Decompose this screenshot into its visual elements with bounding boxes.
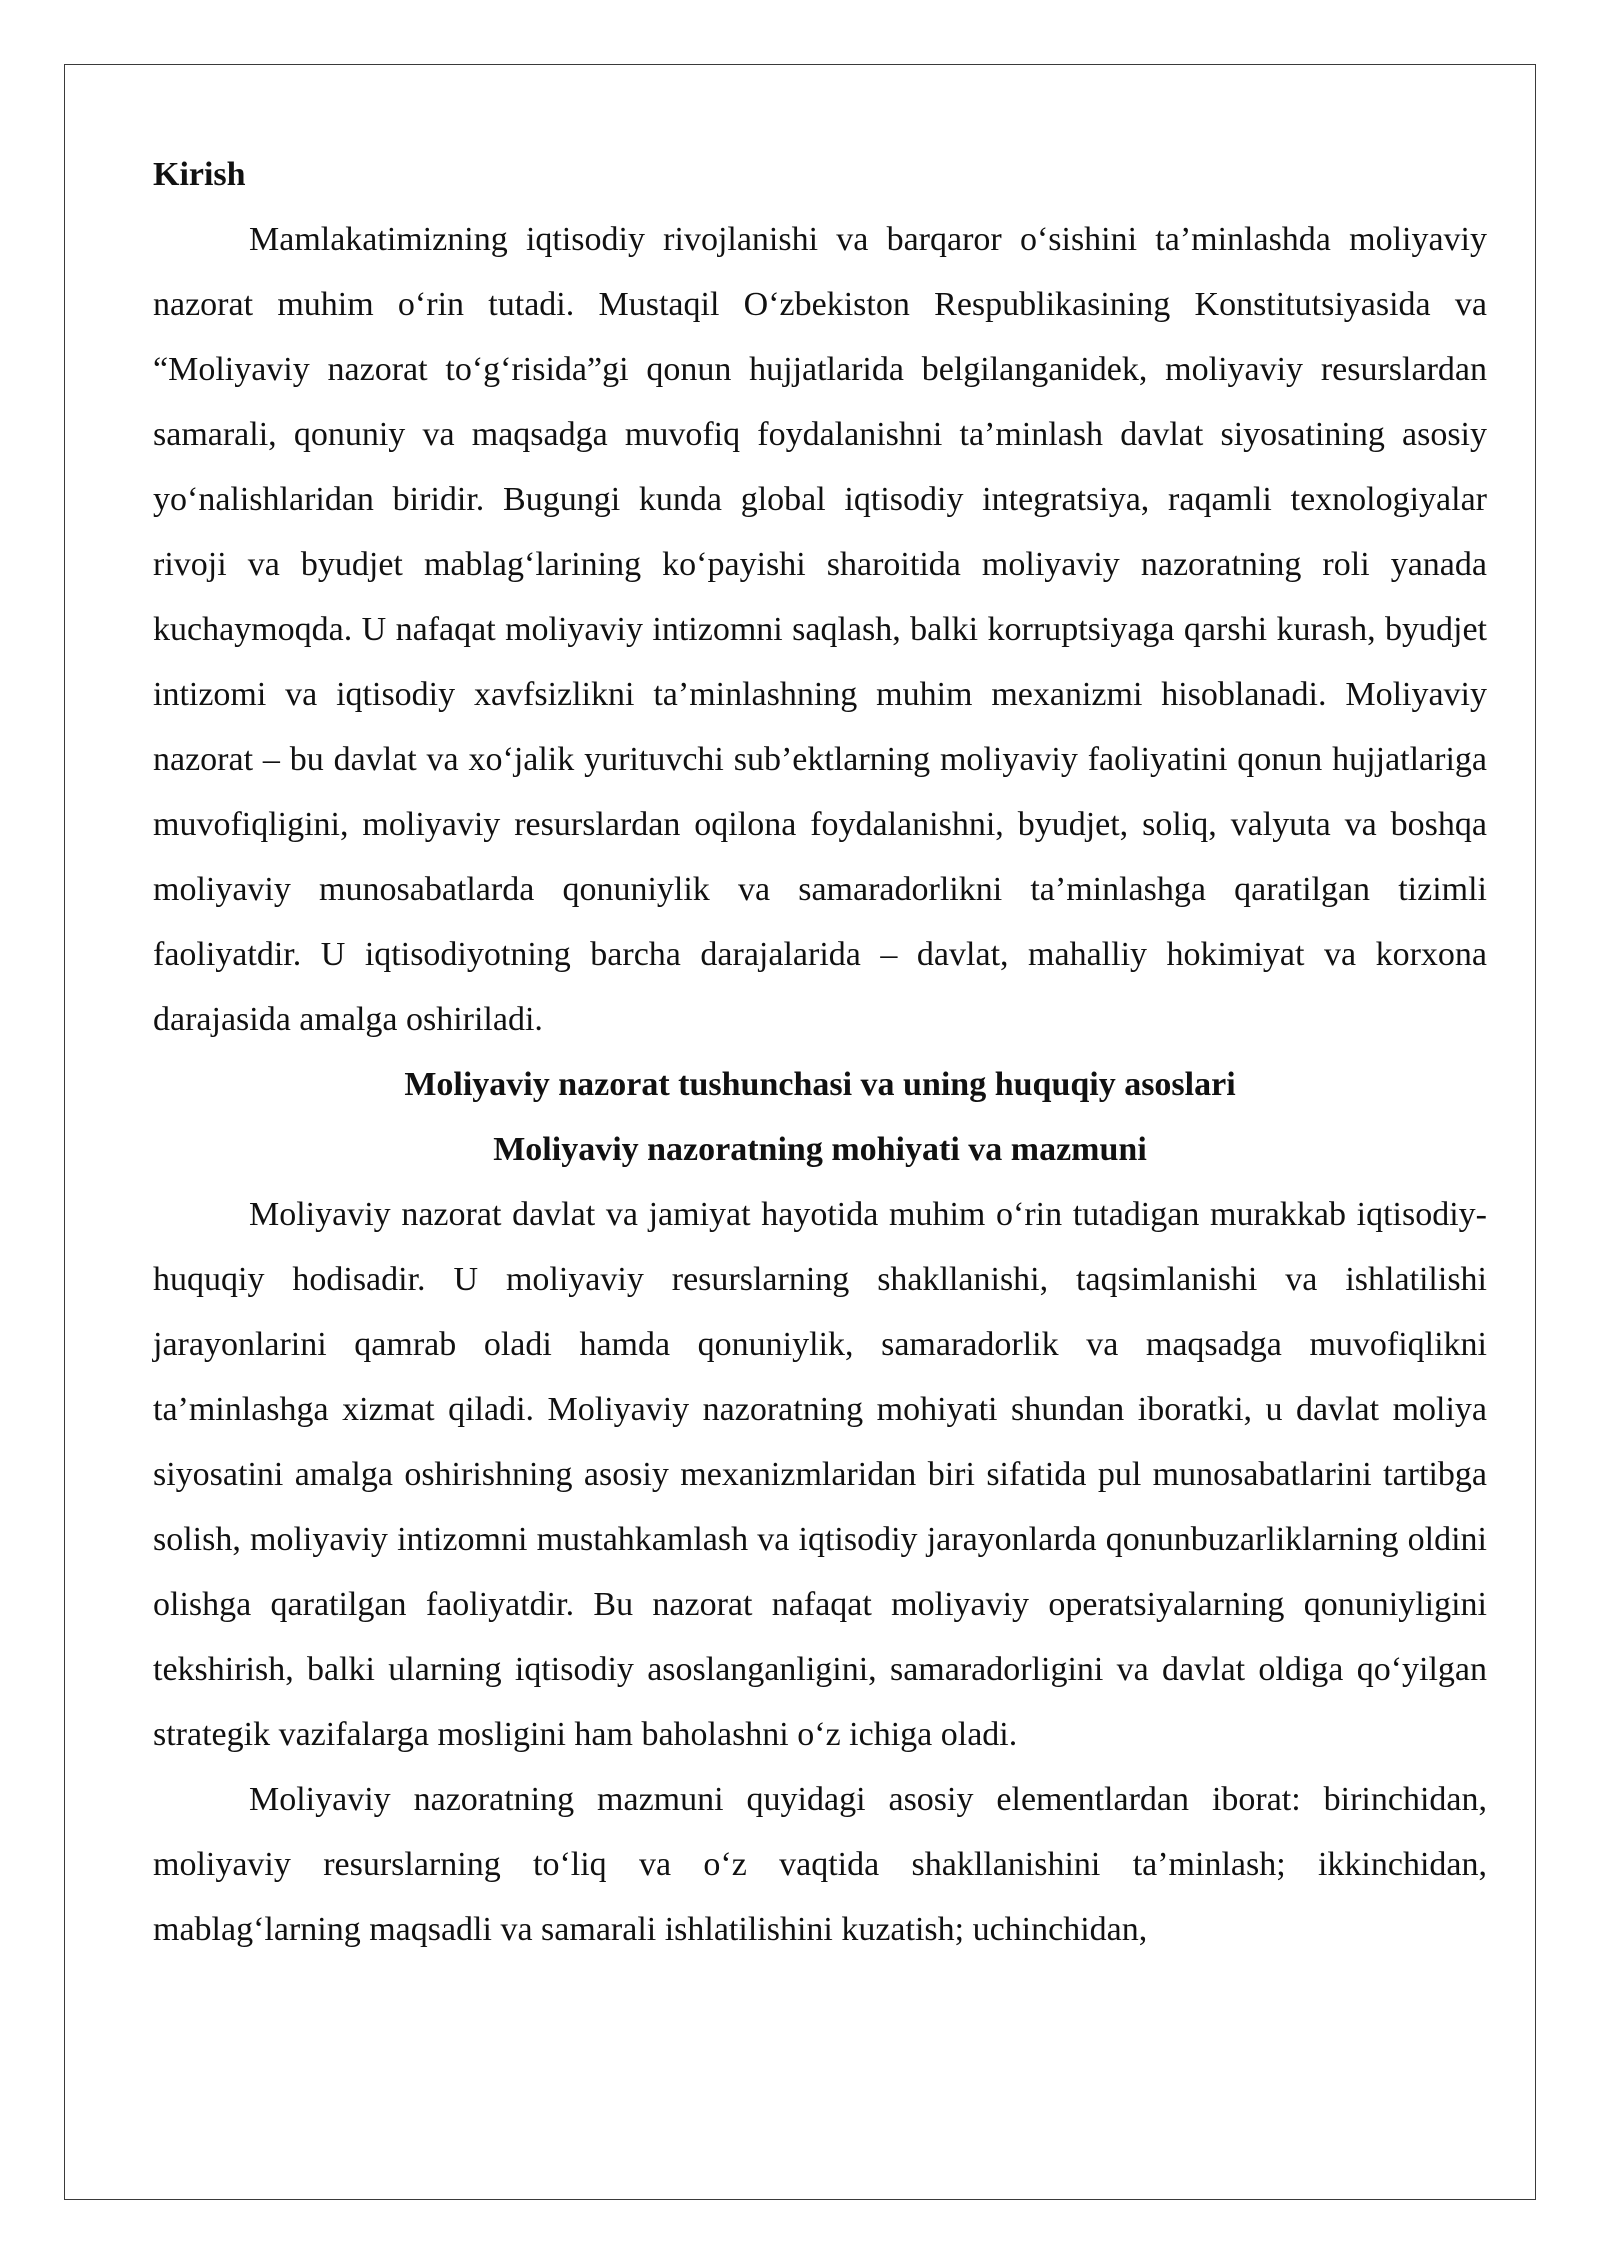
body-paragraph: Moliyaviy nazoratning mazmuni quyidagi asosiy elementlardan iborat: birinchidan, moliyaviy resurslarning to‘liq va o‘z vaqtida shakllanishini ta’minlash; ikkinchidan, mablag‘larning maqsadli va samarali ishlatilishini kuzatish; uchinchidan, <box>153 1781 1487 1948</box>
section-heading: Moliyaviy nazorat tushunchasi va uning huquqiy asoslari <box>404 1066 1236 1103</box>
document-body <box>153 142 1487 1962</box>
intro-paragraph: Mamlakatimizning iqtisodiy rivojlanishi va barqaror o‘sishini ta’minlashda moliyaviy nazorat muhim o‘rin tutadi. Mustaqil O‘zbekiston Respublikasining Konstitutsiyasida va “Moliyaviy nazorat to‘g‘risida”gi qonun hujjatlarida belgilanganidek, moliyaviy resurslardan samarali, qonuniy va maqsadga muvofiq foydalanishni ta’minlash davlat siyosatining asosiy yo‘nalishlaridan biridir. Bugungi kunda global iqtisodiy integratsiya, raqamli texnologiyalar rivoji va byudjet mablag‘larining ko‘payishi sharoitida moliyaviy nazoratning roli yanada kuchaymoqda. U nafaqat moliyaviy intizomni saqlash, balki korruptsiyaga qarshi kurash, byudjet intizomi va iqtisodiy xavfsizlikni ta’minlashning muhim mexanizmi hisoblanadi. Moliyaviy nazorat – bu davlat va xo‘jalik yurituvchi sub’ektlarning moliyaviy faoliyatini qonun hujjatlariga muvofiqligini, moliyaviy resurslardan oqilona foydalanishni, byudjet, soliq, valyuta va boshqa moliyaviy munosabatlarda qonuniylik va samaradorlikni ta’minlashga qaratilgan tizimli faoliyatdir. U iqtisodiyotning barcha darajalarida – davlat, mahalliy hokimiyat va korxona darajasida amalga oshiriladi. <box>153 221 1487 1038</box>
subsection-heading: Moliyaviy nazoratning mohiyati va mazmuni <box>493 1131 1147 1168</box>
body-paragraph: Moliyaviy nazorat davlat va jamiyat hayotida muhim o‘rin tutadigan murakkab iqtisodiy-huquqiy hodisadir. U moliyaviy resurslarning shakllanishi, taqsimlanishi va ishlatilishi jarayonlarini qamrab oladi hamda qonuniylik, samaradorlik va maqsadga muvofiqlikni ta’minlashga xizmat qiladi. Moliyaviy nazoratning mohiyati shundan iboratki, u davlat moliya siyosatini amalga oshirishning asosiy mexanizmlaridan biri sifatida pul munosabatlarini tartibga solish, moliyaviy intizomni mustahkamlash va iqtisodiy jarayonlarda qonunbuzarliklarning oldini olishga qaratilgan faoliyatdir. Bu nazorat nafaqat moliyaviy operatsiyalarning qonuniyligini tekshirish, balki ularning iqtisodiy asoslanganligini, samaradorligini va davlat oldiga qo‘yilgan strategik vazifalarga mosligini ham baholashni o‘z ichiga oladi. <box>153 1196 1487 1753</box>
intro-heading: Kirish <box>153 156 246 193</box>
